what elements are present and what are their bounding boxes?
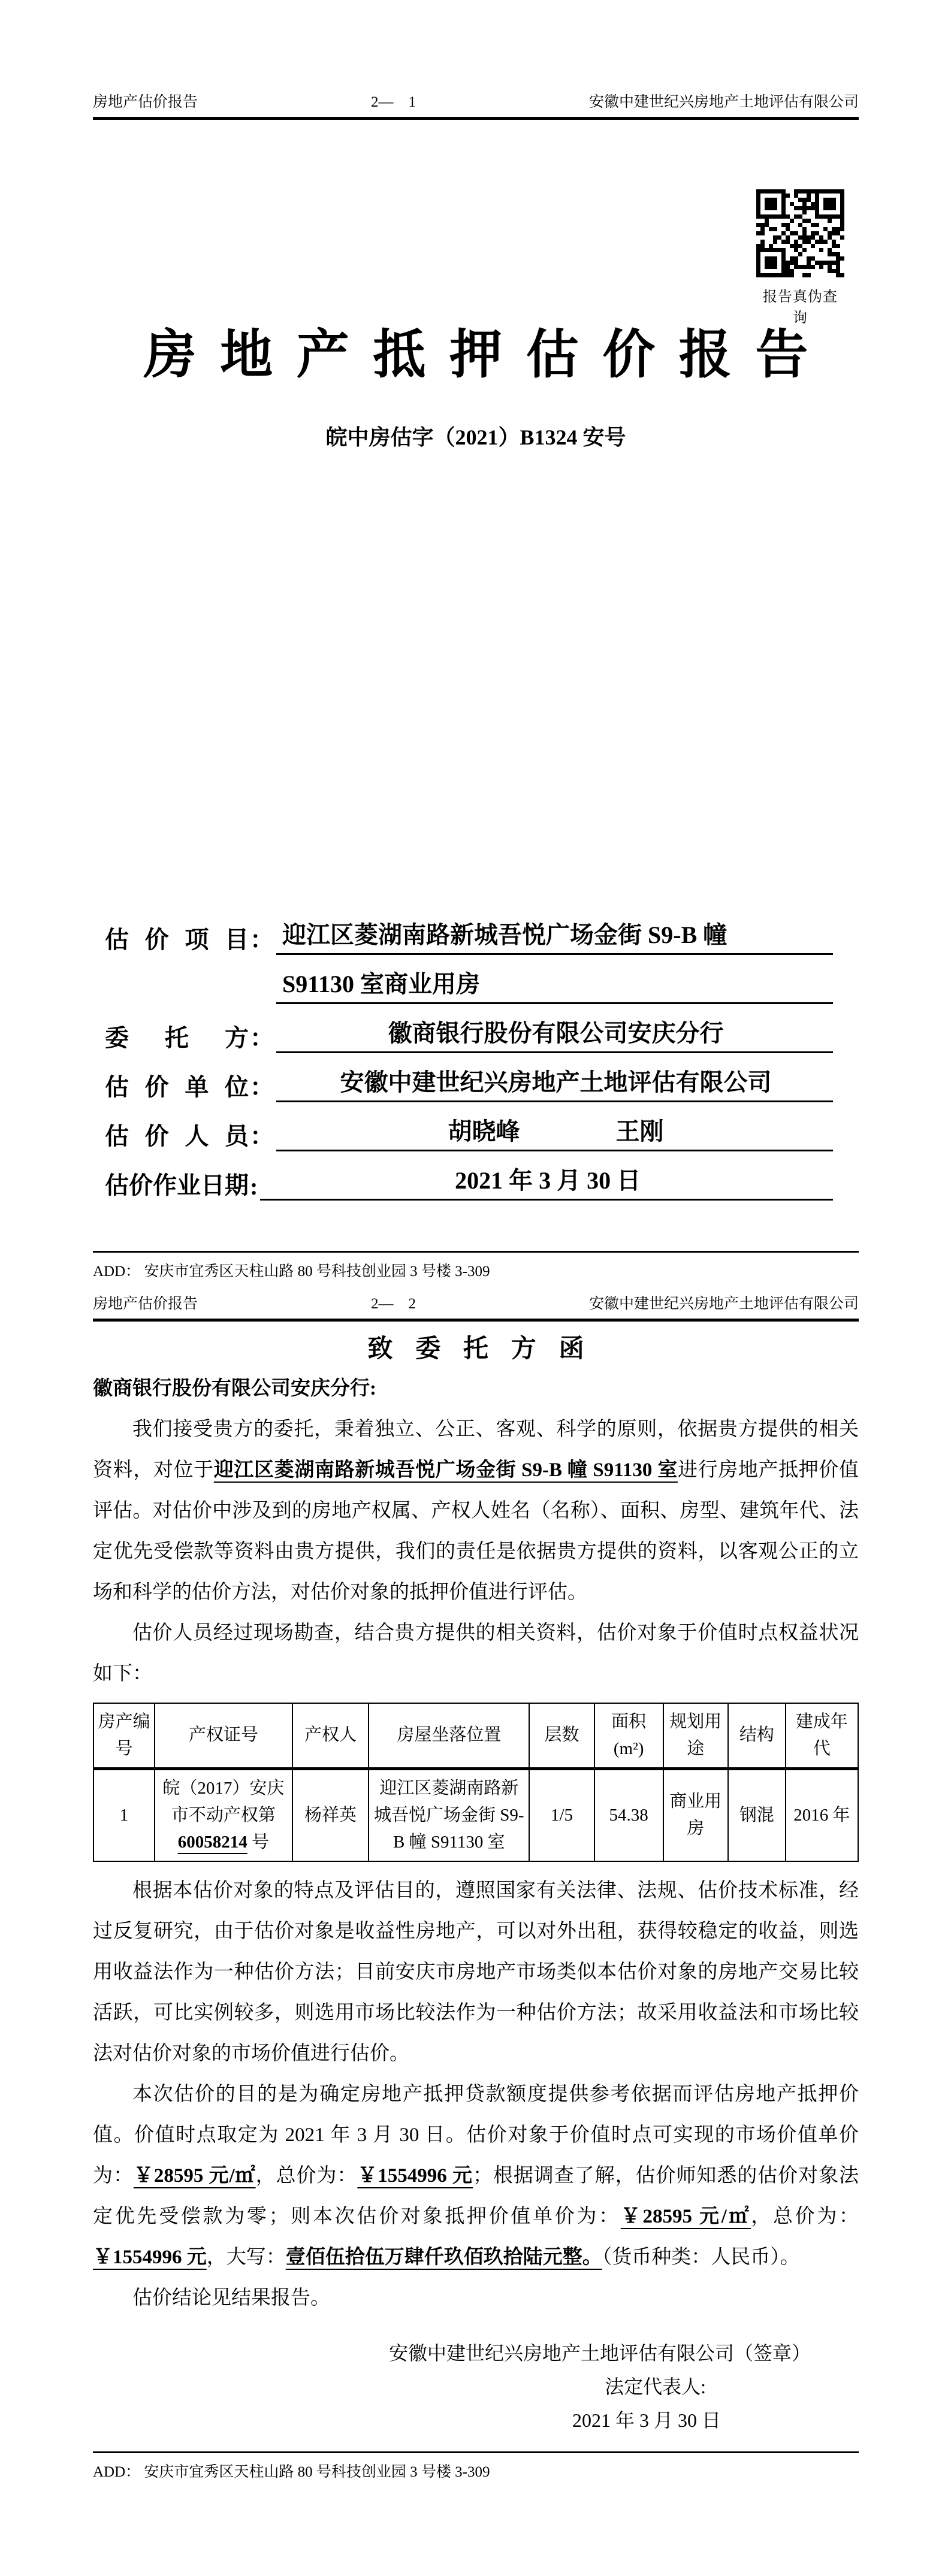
field-value-client: 徽商银行股份有限公司安庆分行: [276, 1014, 833, 1053]
property-table: [93, 1703, 859, 1862]
letter-title: 致委托方函: [367, 1335, 607, 1363]
col-header-structure: 结构: [728, 1703, 786, 1768]
cell-area: 54.38: [594, 1768, 663, 1861]
field-row-client: [105, 1004, 833, 1053]
table-header-row: [93, 1703, 858, 1768]
field-colon: ：: [250, 926, 274, 953]
table-row: [93, 1768, 858, 1861]
page1-footer-address: ADD： 安庆市宜秀区天柱山路 80 号科技创业园 3 号楼 3-309: [93, 1263, 490, 1280]
field-label-appraisers: 估价人员: [105, 1123, 249, 1150]
col-header-property-no: 房产编号: [93, 1703, 155, 1768]
signature-legal-representative: 法定代表人:: [605, 2375, 706, 2397]
letter-salutation: 徽商银行股份有限公司安庆分行:: [93, 1378, 376, 1399]
page1-running-header: [93, 90, 859, 120]
field-value-agency: 安徽中建世纪兴房地产土地评估有限公司: [276, 1063, 833, 1102]
col-header-area: 面积(m²): [594, 1703, 663, 1768]
field-row-project: [105, 906, 833, 955]
page2-header-company: 安徽中建世纪兴房地产土地评估有限公司: [588, 1296, 859, 1312]
qr-caption: 报告真伪查询: [763, 289, 838, 326]
col-header-year-built: 建成年代: [786, 1703, 858, 1768]
col-header-location: 房屋坐落位置: [369, 1703, 529, 1768]
field-value-date: 2021 年 3 月 30 日: [260, 1162, 833, 1201]
cell-floor: 1/5: [529, 1768, 594, 1861]
letter-paragraph-2: 估价人员经过现场勘查，结合贵方提供的相关资料，估价对象于价值时点权益状况如下：: [93, 1622, 859, 1685]
page1-header-doc-type: 房地产估价报告: [93, 94, 198, 110]
page2-running-header: [93, 1292, 859, 1322]
field-value-project-line2: S91130 室商业用房: [276, 965, 833, 1004]
cover-fields: [105, 906, 833, 1201]
field-value-project-line1: 迎江区菱湖南路新城吾悦广场金街 S9-B 幢: [276, 916, 833, 955]
field-row-appraisers: [105, 1102, 833, 1151]
signature-company: 安徽中建世纪兴房地产土地评估有限公司（签章）: [388, 2342, 811, 2364]
col-header-owner: 产权人: [292, 1703, 369, 1768]
letter-paragraph-5: 估价结论见结果报告。: [132, 2287, 330, 2309]
field-label-client: 委托方: [105, 1024, 249, 1051]
cell-owner: 杨祥英: [292, 1768, 369, 1861]
signature-date: 2021 年 3 月 30 日: [572, 2409, 721, 2431]
page2-header-doc-type: 房地产估价报告: [93, 1296, 198, 1312]
page2-running-footer: [93, 2451, 859, 2481]
field-label-project: 估价项目: [105, 926, 249, 953]
letter-body: [93, 1368, 859, 2437]
cell-property-no: 1: [93, 1768, 155, 1861]
page1-running-footer: [93, 1251, 859, 1281]
qr-block: [756, 189, 844, 326]
col-header-cert-no: 产权证号: [155, 1703, 292, 1768]
page1-header-page-number: 2— 1: [370, 94, 416, 110]
col-header-floor: 层数: [529, 1703, 594, 1768]
cell-cert-no: 皖（2017）安庆市不动产权第 60058214 号: [155, 1768, 292, 1861]
page2-footer-address: ADD： 安庆市宜秀区天柱山路 80 号科技创业园 3 号楼 3-309: [93, 2464, 490, 2480]
field-row-project-line2: [105, 955, 833, 1004]
field-colon: ：: [250, 1024, 274, 1051]
cell-structure: 钢混: [728, 1768, 786, 1861]
report-title: 房地产抵押估价报告: [143, 326, 832, 385]
letter-paragraph-4: 本次估价的目的是为确定房地产抵押贷款额度提供参考依据而评估房地产抵押价值。价值时点取定为 2021 年 3 月 30 日。估价对象于价值时点可实现的市场价值单价为：￥28595 元/㎡，总价为：￥1554996 元；根据调查了解，估价师知悉的估价对象法定优先受偿款为零；则本次估价对象抵押价值单价为：￥28595 元/㎡，总价为：￥1554996 元，大写：壹佰伍拾伍万肆仟玖佰玖拾陆元整。（货币种类：人民币）。: [93, 2083, 859, 2268]
field-value-appraisers: 胡晓峰 王刚: [276, 1112, 833, 1151]
report-doc-number: 皖中房估字（2021）B1324 安号: [325, 425, 626, 449]
page1-header-company: 安徽中建世纪兴房地产土地评估有限公司: [588, 94, 859, 110]
letter-paragraph-3: 根据本估价对象的特点及评估目的，遵照国家有关法律、法规、估价技术标准，经过反复研究，由于估价对象是收益性房地产，可以对外出租，获得较稳定的收益，则选用收益法作为一种估价方法；目前安庆市房地产市场类似本估价对象的房地产交易比较活跃，可比实例较多，则选用市场比较法作为一种估价方法；故采用收益法和市场比较法对估价对象的市场价值进行估价。: [93, 1879, 859, 2064]
page2-header-page-number: 2— 2: [370, 1296, 416, 1312]
field-colon: ：: [250, 1074, 274, 1100]
field-row-date: [105, 1151, 833, 1201]
col-header-planned-use: 规划用途: [663, 1703, 728, 1768]
qr-code-image: [756, 189, 844, 277]
cell-planned-use: 商业用房: [663, 1768, 728, 1861]
cell-location: 迎江区菱湖南路新城吾悦广场金街 S9-B 幢 S91130 室: [369, 1768, 529, 1861]
field-colon: :: [250, 1173, 258, 1200]
field-label-agency: 估价单位: [105, 1074, 249, 1100]
field-label-date: 估价作业日期: [105, 1172, 249, 1199]
field-colon: ：: [250, 1123, 274, 1150]
field-row-agency: [105, 1053, 833, 1102]
letter-paragraph-1: 我们接受贵方的委托，秉着独立、公正、客观、科学的原则，依据贵方提供的相关资料，对位于迎江区菱湖南路新城吾悦广场金街 S9-B 幢 S91130 室进行房地产抵押价值评估。对估价中涉及到的房地产权属、产权人姓名（名称）、面积、房型、建筑年代、法定优先受偿款等资料由贵方提供，我们的责任是依据贵方提供的资料，以客观公正的立场和科学的估价方法，对估价对象的抵押价值进行评估。: [93, 1419, 859, 1603]
cell-year-built: 2016 年: [786, 1768, 858, 1861]
